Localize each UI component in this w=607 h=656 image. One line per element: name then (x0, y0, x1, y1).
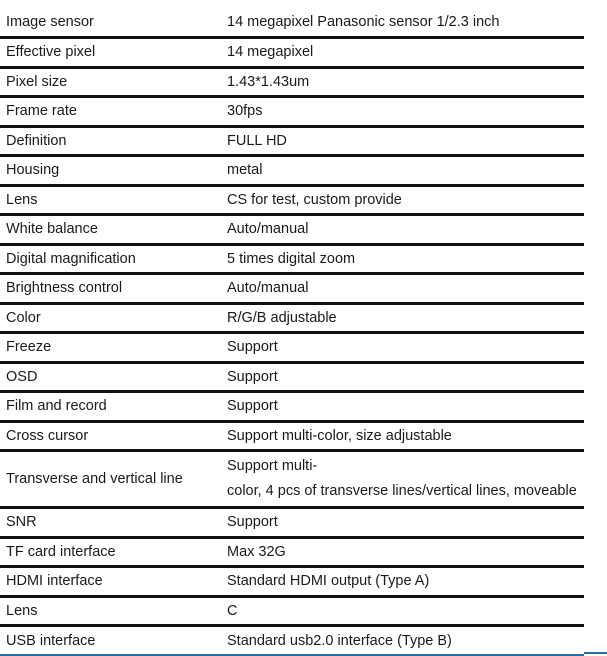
row-label: Effective pixel (0, 38, 216, 68)
table-row (0, 626, 584, 656)
table-row (0, 508, 584, 538)
table-row (0, 126, 584, 156)
row-value: C (216, 596, 584, 626)
table-row (0, 537, 584, 567)
table-row (0, 392, 584, 422)
row-value: R/G/B adjustable (216, 303, 584, 333)
row-value: metal (216, 156, 584, 186)
table-row (0, 67, 584, 97)
row-label: SNR (0, 508, 216, 538)
table-row (0, 333, 584, 363)
row-value: FULL HD (216, 126, 584, 156)
row-value: Standard HDMI output (Type A) (216, 567, 584, 597)
table-row (0, 596, 584, 626)
row-label: Film and record (0, 392, 216, 422)
table-row (0, 215, 584, 245)
row-label: Brightness control (0, 274, 216, 304)
row-label: Pixel size (0, 67, 216, 97)
row-label: USB interface (0, 626, 216, 656)
row-label: Transverse and vertical line (0, 451, 216, 508)
row-label: OSD (0, 362, 216, 392)
row-value: Support multi-color, size adjustable (216, 421, 584, 451)
row-label: Lens (0, 185, 216, 215)
row-value: 5 times digital zoom (216, 244, 584, 274)
spec-table (0, 8, 584, 656)
row-label: Image sensor (0, 8, 216, 38)
table-row (0, 38, 584, 68)
row-value: Support (216, 333, 584, 363)
row-label: White balance (0, 215, 216, 245)
row-value: 30fps (216, 97, 584, 127)
row-value: Support (216, 362, 584, 392)
table-row (0, 451, 584, 508)
row-label: HDMI interface (0, 567, 216, 597)
row-label: Freeze (0, 333, 216, 363)
table-row (0, 421, 584, 451)
row-value: Max 32G (216, 537, 584, 567)
row-label: Cross cursor (0, 421, 216, 451)
row-label: Definition (0, 126, 216, 156)
row-label: Lens (0, 596, 216, 626)
table-row (0, 185, 584, 215)
table-row (0, 362, 584, 392)
row-label: TF card interface (0, 537, 216, 567)
row-label: Digital magnification (0, 244, 216, 274)
row-value-line-2: color, 4 pcs of transverse lines/vertical lines, moveable (227, 483, 577, 499)
row-value (216, 451, 584, 508)
row-value: CS for test, custom provide (216, 185, 584, 215)
row-value-line-1: Support multi- (227, 458, 318, 474)
table-row (0, 274, 584, 304)
row-label: Color (0, 303, 216, 333)
table-row (0, 8, 584, 38)
table-row (0, 303, 584, 333)
row-value: Support (216, 392, 584, 422)
row-value: 1.43*1.43um (216, 67, 584, 97)
row-value: 14 megapixel Panasonic sensor 1/2.3 inch (216, 8, 584, 38)
row-value: Auto/manual (216, 274, 584, 304)
table-row (0, 567, 584, 597)
row-label: Housing (0, 156, 216, 186)
row-value: Support (216, 508, 584, 538)
table-row (0, 97, 584, 127)
row-label: Frame rate (0, 97, 216, 127)
bottom-divider (584, 652, 607, 654)
table-row (0, 244, 584, 274)
table-row (0, 156, 584, 186)
row-value: 14 megapixel (216, 38, 584, 68)
row-value: Auto/manual (216, 215, 584, 245)
row-value: Standard usb2.0 interface (Type B) (216, 626, 584, 656)
